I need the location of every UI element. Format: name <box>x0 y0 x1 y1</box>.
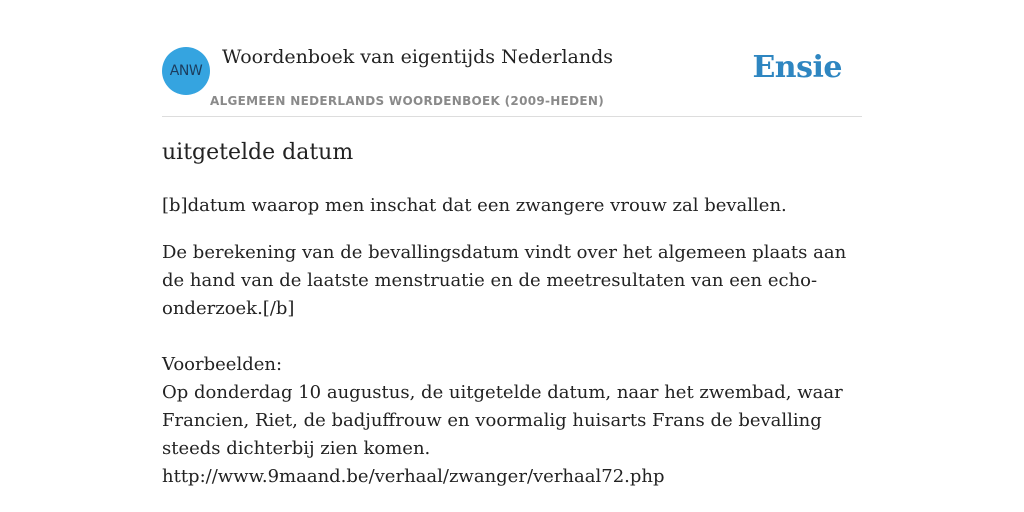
entry-title: uitgetelde datum <box>162 140 354 165</box>
dictionary-header <box>162 46 862 117</box>
examples-heading: Voorbeelden: <box>162 354 283 375</box>
entry-content <box>162 192 864 491</box>
dictionary-subtitle: ALGEMEEN NEDERLANDS WOORDENBOEK (2009-HEDEN) <box>210 94 605 108</box>
entry-explanation: De berekening van de bevallingsdatum vindt over het algemeen plaats aan de hand van de laatste menstruatie en de meetresultaten van een echo-onderzoek.[/b] <box>162 242 847 319</box>
anw-logo[interactable]: ANW <box>162 47 210 95</box>
example-source-url: http://www.9maand.be/verhaal/zwanger/verhaal72.php <box>162 466 665 487</box>
dictionary-name[interactable]: Woordenboek van eigentijds Nederlands <box>222 46 614 68</box>
entry-definition: [b]datum waarop men inschat dat een zwangere vrouw zal bevallen. <box>162 195 787 216</box>
ensie-brand-logo[interactable]: Ensie <box>752 50 842 85</box>
example-text: Op donderdag 10 augustus, de uitgetelde datum, naar het zwembad, waar Francien, Riet, de badjuffrouw en voormalig huisarts Frans de bevalling steeds dichterbij zien komen. <box>162 382 843 459</box>
